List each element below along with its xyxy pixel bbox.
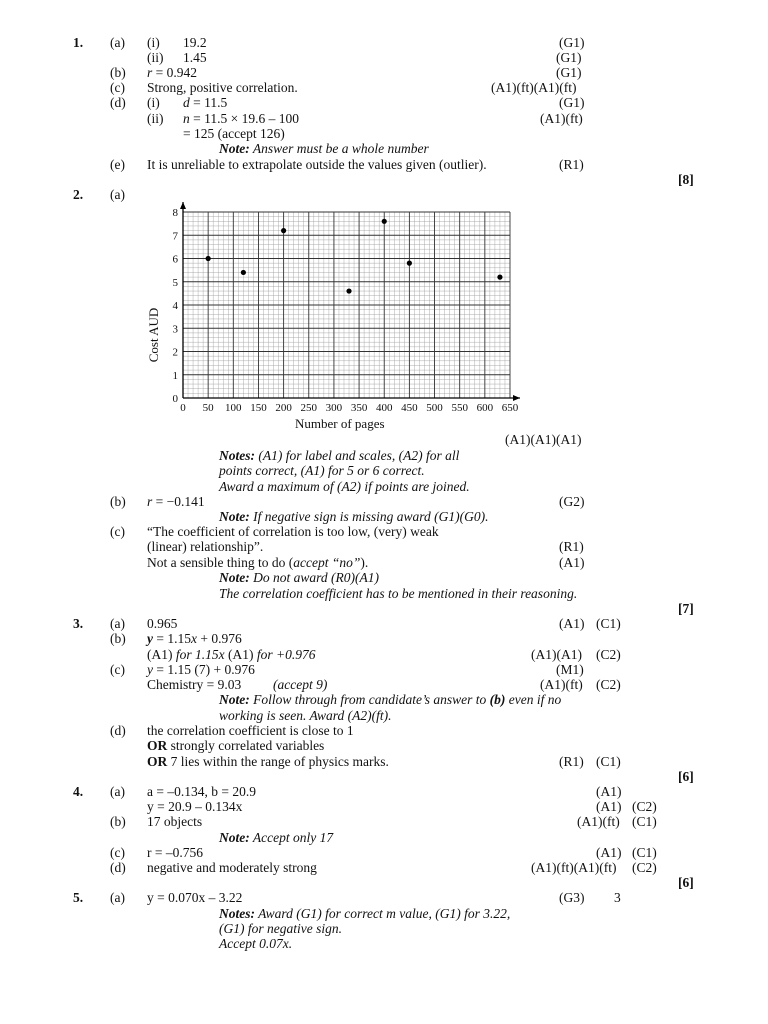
- q4a-label: (a): [110, 784, 125, 799]
- x-tick-label: 100: [225, 402, 242, 414]
- q3d-mark-c: (C1): [596, 754, 621, 769]
- q4d-mark-c: (C2): [632, 860, 657, 875]
- y-tick-label: 0: [172, 393, 178, 405]
- q3b-label: (b): [110, 631, 126, 646]
- x-tick-label: 50: [202, 402, 214, 414]
- q4b-label: (b): [110, 814, 126, 829]
- q2b-answer: r = −0.141: [147, 494, 205, 509]
- x-tick-label: 450: [401, 402, 418, 414]
- q2c-line2: (linear) relationship”.: [147, 539, 264, 554]
- data-point: [206, 256, 211, 261]
- x-tick-label: 0: [180, 402, 186, 414]
- q1c-label: (c): [110, 80, 125, 95]
- q5a-mark: (G3): [559, 890, 585, 905]
- q3c-label: (c): [110, 662, 125, 677]
- q2b-mark: (G2): [559, 494, 585, 509]
- data-point: [346, 288, 351, 293]
- q2-total: [7]: [678, 601, 694, 616]
- x-axis-arrow: [513, 395, 520, 401]
- q3d-line3: OR 7 lies within the range of physics marks.: [147, 754, 389, 769]
- q2c-note1: Note: Do not award (R0)(A1): [219, 570, 379, 585]
- q1a-i-answer: 19.2: [183, 35, 207, 50]
- q4c-answer: r = –0.756: [147, 845, 203, 860]
- q4c-label: (c): [110, 845, 125, 860]
- q4a-mark-c: (C2): [632, 799, 657, 814]
- q3b-answer: y = 1.15x + 0.976: [147, 631, 242, 646]
- q2a-notes-line1: Notes: (A1) for label and scales, (A2) for all: [219, 448, 460, 463]
- q4a-line1: a = –0.134, b = 20.9: [147, 784, 256, 799]
- q1e-answer: It is unreliable to extrapolate outside the values given (outlier).: [147, 157, 487, 172]
- chart-axes: [180, 202, 520, 401]
- q5a-notes-line1: Notes: Award (G1) for correct m value, (G1) for 3.22,: [219, 906, 511, 921]
- x-tick-label: 550: [451, 402, 468, 414]
- q5a-answer: y = 0.070x – 3.22: [147, 890, 243, 905]
- q1d-i-label: (i): [147, 95, 160, 110]
- q3a-label: (a): [110, 616, 125, 631]
- q2b-label: (b): [110, 494, 126, 509]
- q3b-marking: (A1) for 1.15x (A1) for +0.976: [147, 647, 316, 662]
- q2c-note2: The correlation coefficient has to be mentioned in their reasoning.: [219, 586, 578, 601]
- q4c-mark: (A1): [596, 845, 622, 860]
- q3c-working: y = 1.15 (7) + 0.976: [147, 662, 255, 677]
- q2-number: 2.: [73, 187, 84, 202]
- q3c-accept: (accept 9): [273, 677, 328, 692]
- x-tick-label: 300: [325, 402, 343, 414]
- y-axis-label: Cost AUD: [146, 307, 161, 363]
- q1a-ii-label: (ii): [147, 50, 164, 65]
- q2a-notes-line3: Award a maximum of (A2) if points are joined.: [219, 479, 470, 494]
- x-tick-label: 650: [501, 402, 519, 414]
- q3c-note1: Note: Follow through from candidate’s answer to (b) even if no: [219, 692, 562, 707]
- q3d-label: (d): [110, 723, 126, 738]
- q4d-answer: negative and moderately strong: [147, 860, 317, 875]
- y-tick-label: 3: [172, 323, 178, 336]
- q3a-answer: 0.965: [147, 616, 178, 631]
- q3c-mark-c: (C2): [596, 677, 621, 692]
- y-axis-arrow: [180, 202, 186, 209]
- x-tick-label: 600: [476, 402, 494, 414]
- q3b-mark: (A1)(A1): [531, 647, 582, 662]
- q1c-mark: (A1)(ft)(A1)(ft): [491, 80, 577, 95]
- q1b-answer: r = 0.942: [147, 65, 198, 80]
- q3c-mark: (A1)(ft): [540, 677, 583, 692]
- q4b-mark-c: (C1): [632, 814, 657, 829]
- data-point: [281, 228, 286, 233]
- q2b-note: Note: If negative sign is missing award (G1)(G0).: [219, 509, 489, 524]
- q1d-ii-line2: = 125 (accept 126): [183, 126, 285, 141]
- data-point: [382, 219, 387, 224]
- q4-total: [6]: [678, 875, 694, 890]
- x-tick-label: 400: [375, 402, 393, 414]
- q1-number: 1.: [73, 35, 84, 50]
- q2c-mark1: (R1): [559, 539, 584, 554]
- q5a-notes-line3: Accept 0.07x.: [219, 936, 293, 951]
- q4a-mark2: (A1): [596, 799, 622, 814]
- x-axis-label: Number of pages: [295, 416, 385, 431]
- q2c-line3: Not a sensible thing to do (accept “no”).: [147, 555, 369, 570]
- q5-number: 5.: [73, 890, 84, 905]
- x-tick-label: 250: [300, 402, 318, 414]
- x-tick-label: 150: [250, 402, 267, 414]
- q2a-notes-line2: points correct, (A1) for 5 or 6 correct.: [219, 463, 425, 478]
- y-tick-label: 2: [172, 346, 178, 359]
- q2c-label: (c): [110, 524, 125, 539]
- q1b-mark: (G1): [556, 65, 582, 80]
- q4a-mark1: (A1): [596, 784, 622, 799]
- y-tick-label: 8: [172, 207, 178, 219]
- q4-number: 4.: [73, 784, 84, 799]
- q4d-mark: (A1)(ft)(A1)(ft): [531, 860, 617, 875]
- y-tick-label: 4: [172, 300, 178, 312]
- q1b-label: (b): [110, 65, 126, 80]
- q3a-mark-c: (C1): [596, 616, 621, 631]
- chart-ticks: [173, 207, 519, 414]
- q3a-mark: (A1): [559, 616, 585, 631]
- q4a-line2: y = 20.9 – 0.134x: [147, 799, 243, 814]
- q5a-notes-line2: (G1) for negative sign.: [219, 921, 342, 936]
- q3-number: 3.: [73, 616, 84, 631]
- q3d-line1: the correlation coefficient is close to 1: [147, 723, 354, 738]
- q1a-ii-answer: 1.45: [183, 50, 207, 65]
- q1d-ii-mark: (A1)(ft): [540, 111, 583, 126]
- q2a-mark: (A1)(A1)(A1): [505, 432, 582, 447]
- q1d-ii-answer: n = 11.5 × 19.6 – 100: [183, 111, 299, 126]
- q1a-i-mark: (G1): [559, 35, 585, 50]
- data-point: [407, 261, 412, 266]
- q1e-mark: (R1): [559, 157, 584, 172]
- q3c-note2: working is seen. Award (A2)(ft).: [219, 708, 392, 723]
- q3c-answer: Chemistry = 9.03: [147, 677, 242, 692]
- q1a-ii-mark: (G1): [556, 50, 582, 65]
- q4b-note: Note: Accept only 17: [219, 830, 334, 845]
- q5a-label: (a): [110, 890, 125, 905]
- q1a-i-label: (i): [147, 35, 160, 50]
- y-tick-label: 1: [172, 369, 178, 382]
- q3b-mark-c: (C2): [596, 647, 621, 662]
- y-tick-label: 6: [172, 253, 178, 266]
- data-point: [497, 275, 502, 280]
- q2c-mark2: (A1): [559, 555, 585, 570]
- q4b-answer: 17 objects: [147, 814, 203, 829]
- q1d-note: Note: Answer must be a whole number: [219, 141, 429, 156]
- y-tick-label: 7: [172, 230, 178, 243]
- q3-total: [6]: [678, 769, 694, 784]
- q3d-mark: (R1): [559, 754, 584, 769]
- x-tick-label: 350: [350, 402, 368, 414]
- q2a-label: (a): [110, 187, 125, 202]
- x-tick-label: 500: [426, 402, 443, 414]
- q3d-line2: OR strongly correlated variables: [147, 738, 325, 753]
- q1a-label: (a): [110, 35, 125, 50]
- q1d-ii-label: (ii): [147, 111, 164, 126]
- q3c-mark-m: (M1): [556, 662, 584, 677]
- q5a-total-marks: 3: [614, 890, 621, 905]
- q2c-line1: “The coefficient of correlation is too low, (very) weak: [147, 524, 439, 539]
- q1d-label: (d): [110, 95, 126, 110]
- q1d-i-answer: d = 11.5: [183, 95, 228, 110]
- q4d-label: (d): [110, 860, 126, 875]
- scatter-chart: [140, 200, 540, 436]
- q4b-mark: (A1)(ft): [577, 814, 620, 829]
- q1d-i-mark: (G1): [559, 95, 585, 110]
- y-tick-label: 5: [172, 276, 178, 289]
- q4c-mark-c: (C1): [632, 845, 657, 860]
- x-tick-label: 200: [275, 402, 292, 414]
- q1-total: [8]: [678, 172, 694, 187]
- q1c-answer: Strong, positive correlation.: [147, 80, 298, 95]
- q1e-label: (e): [110, 157, 125, 172]
- data-point: [241, 270, 246, 275]
